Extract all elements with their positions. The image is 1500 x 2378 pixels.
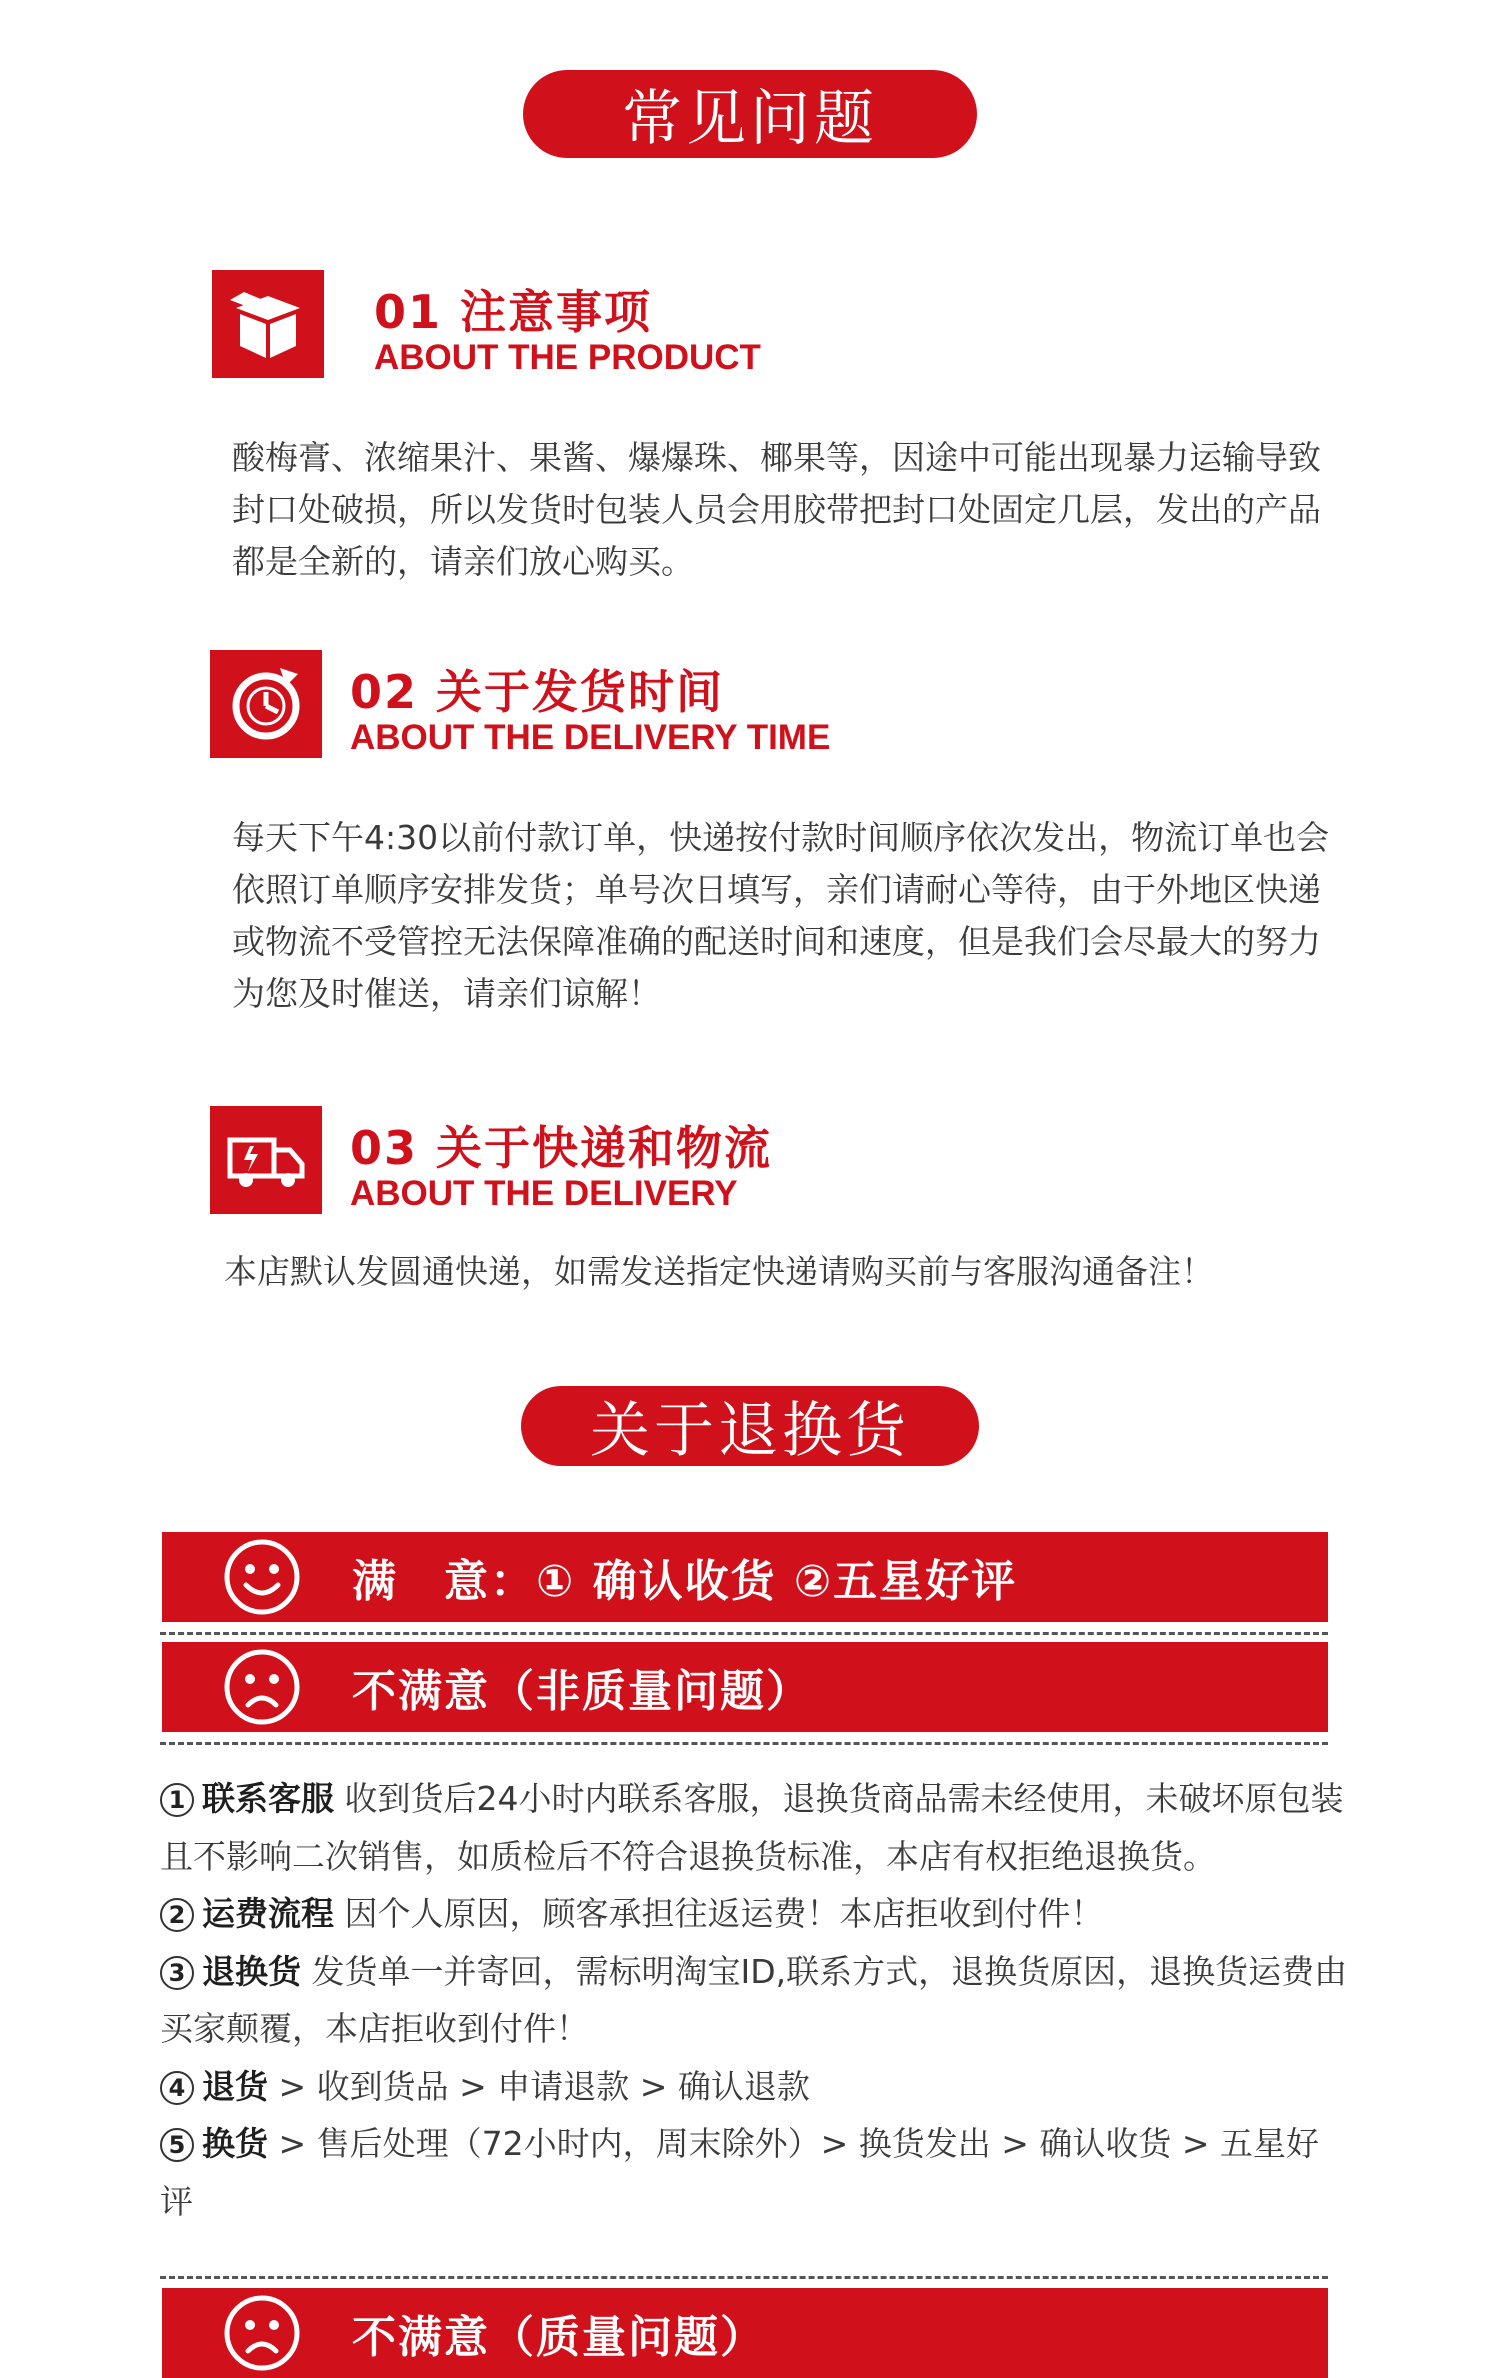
rule-label: 退换货 xyxy=(202,1951,301,1991)
smile-icon xyxy=(222,1537,302,1617)
section-title: 01 注意事项 xyxy=(374,285,653,339)
section-title: 02 关于发货时间 xyxy=(350,665,725,719)
rule-item xyxy=(160,1943,1350,2058)
bar-label: 满 意：① 确认收货 ②五星好评 xyxy=(352,1556,1018,1607)
rule-text: > 收到货品 > 申请退款 > 确认退款 xyxy=(268,2066,810,2106)
rule-item xyxy=(160,2115,1350,2230)
truck-icon xyxy=(210,1106,322,1214)
section-body: 每天下午4:30以前付款订单，快递按付款时间顺序依次发出，物流订单也会依照订单顺序安排发货；单号次日填写，亲们请耐心等待，由于外地区快递或物流不受管控无法保障准确的配送时间和速度，但是我们会尽最大的努力为您及时催送，请亲们谅解！ xyxy=(232,818,1330,1013)
sad-icon xyxy=(222,2293,302,2373)
return-rules-list xyxy=(160,1770,1350,2230)
box-icon xyxy=(212,270,324,378)
rule-number: 2 xyxy=(160,1898,194,1932)
clock-icon xyxy=(210,650,322,758)
rule-number: 4 xyxy=(160,2071,194,2105)
satisfied-bar xyxy=(162,1532,1328,1622)
section-subtitle: ABOUT THE DELIVERY xyxy=(350,1174,738,1213)
section-body: 酸梅膏、浓缩果汁、果酱、爆爆珠、椰果等，因途中可能出现暴力运输导致封口处破损，所以发货时包装人员会用胶带把封口处固定几层，发出的产品都是全新的，请亲们放心购买。 xyxy=(232,438,1321,581)
faq-title: 常见问题 xyxy=(622,84,878,154)
sad-icon xyxy=(222,1647,302,1727)
rule-item xyxy=(160,1770,1350,1885)
divider xyxy=(160,2276,1328,2279)
returns-title: 关于退换货 xyxy=(590,1396,910,1466)
bar-label: 不满意（非质量问题） xyxy=(352,1666,812,1717)
faq-title-banner xyxy=(523,70,977,158)
rule-text: 收到货后24小时内联系客服，退换货商品需未经使用，未破坏原包装且不影响二次销售，如质检后不符合退换货标准，本店有权拒绝退换货。 xyxy=(160,1779,1344,1876)
section-subtitle: ABOUT THE PRODUCT xyxy=(374,338,761,377)
rule-label: 退货 xyxy=(202,2066,268,2106)
rule-label: 联系客服 xyxy=(202,1779,334,1818)
rule-text: > 售后处理（72小时内，周末除外）> 换货发出 > 确认收货 > 五星好评 xyxy=(160,2124,1320,2221)
divider xyxy=(160,1632,1328,1635)
section-body: 本店默认发圆通快递，如需发送指定快递请购买前与客服沟通备注！ xyxy=(224,1252,1214,1291)
rule-text: 因个人原因，顾客承担往返运费！本店拒收到付件！ xyxy=(334,1894,1104,1933)
rule-text: 发货单一并寄回，需标明淘宝ID,联系方式，退换货原因，退换货运费由买家颠覆，本店拒收到付件！ xyxy=(160,1951,1348,2048)
unsatisfied-quality-bar xyxy=(162,2288,1328,2378)
rule-label: 运费流程 xyxy=(202,1894,334,1933)
bar-label: 不满意（质量问题） xyxy=(352,2312,766,2363)
rule-number: 3 xyxy=(160,1956,194,1990)
rule-item xyxy=(160,2058,1350,2116)
section-subtitle: ABOUT THE DELIVERY TIME xyxy=(350,718,831,757)
section-title: 03 关于快递和物流 xyxy=(350,1121,773,1175)
rule-item xyxy=(160,1885,1350,1943)
rule-number: 1 xyxy=(160,1783,194,1817)
unsatisfied-nonquality-bar xyxy=(162,1642,1328,1732)
rule-number: 5 xyxy=(160,2128,194,2162)
returns-title-banner xyxy=(521,1386,979,1466)
rule-label: 换货 xyxy=(202,2124,268,2163)
divider xyxy=(160,1742,1328,1745)
